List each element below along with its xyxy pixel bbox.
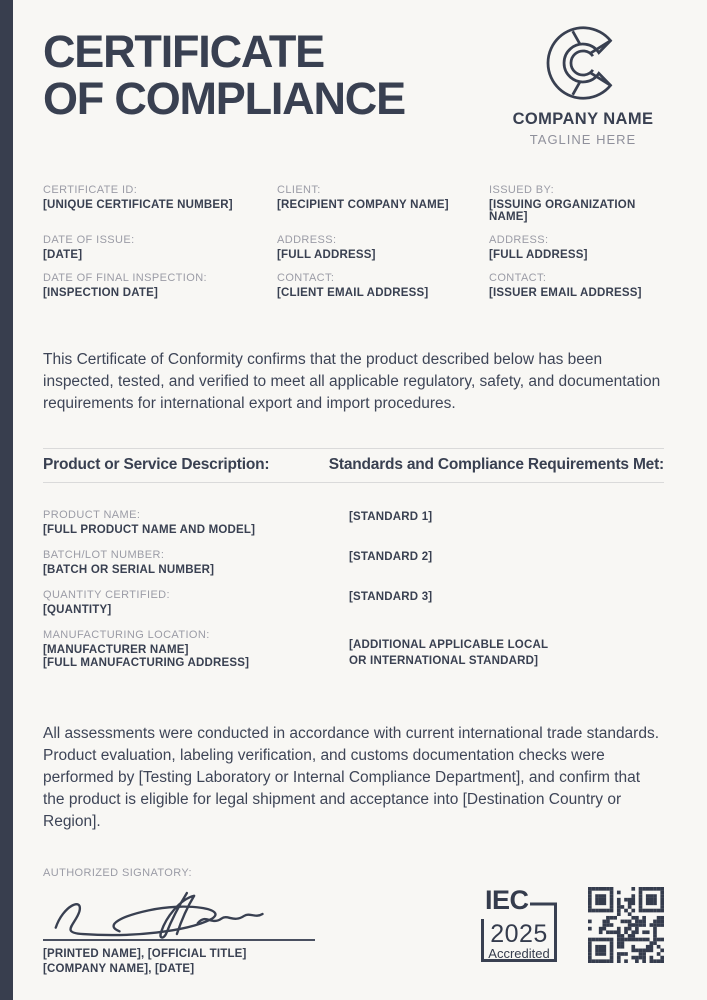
- iec-year-label: 2025: [490, 920, 548, 948]
- left-accent-bar: [0, 0, 13, 1000]
- authorized-signatory-label: AUTHORIZED SIGNATORY:: [43, 867, 192, 879]
- section-headers: [43, 448, 664, 483]
- standard-3: [STANDARD 3]: [349, 591, 433, 603]
- company-tagline: TAGLINE HERE: [529, 132, 637, 147]
- title-line-1: CERTIFICATE: [43, 26, 324, 77]
- stamp-group: [480, 885, 664, 963]
- field-client-address: ADDRESS: [FULL ADDRESS]: [277, 234, 376, 261]
- standards-section-header: Standards and Compliance Requirements Met:: [328, 456, 664, 473]
- field-quantity-certified: QUANTITY CERTIFIED: [QUANTITY]: [43, 589, 170, 616]
- iec-status-label: Accredited: [488, 946, 550, 961]
- handwritten-signature-icon: [43, 883, 298, 945]
- field-client: CLIENT: [RECIPIENT COMPANY NAME]: [277, 184, 449, 211]
- company-name: COMPANY NAME: [512, 110, 654, 128]
- signature-block: [43, 867, 343, 977]
- assessment-paragraph: All assessments were conducted in accordance with current international trade standards. Product evaluation, labeling verification, and customs documentation checks were performed by [Testing Laboratory or Internal Compliance Department], and confirm that the product is eligible for legal shipment and acceptance into [Destination Country or Region].: [43, 725, 660, 830]
- intro-paragraph: This Certificate of Conformity confirms that the product described below has been inspected, tested, and verified to meet all applicable regulatory, safety, and documentation requirements for international export and import procedures.: [43, 351, 661, 412]
- field-client-contact: CONTACT: [CLIENT EMAIL ADDRESS]: [277, 272, 429, 299]
- field-date-of-issue: DATE OF ISSUE: [DATE]: [43, 234, 135, 261]
- standard-additional: [ADDITIONAL APPLICABLE LOCAL OR INTERNATIONAL STANDARD]: [349, 639, 549, 667]
- standard-1: [STANDARD 1]: [349, 511, 433, 523]
- product-section-header: Product or Service Description:: [43, 456, 270, 473]
- brand-block: [502, 20, 664, 147]
- footer: [43, 867, 664, 977]
- page-title: [43, 28, 405, 122]
- field-issued-by: ISSUED BY: [ISSUING ORGANIZATION NAME]: [489, 184, 636, 223]
- iec-org-label: IEC: [485, 885, 529, 915]
- signatory-names: [PRINTED NAME], [OFFICIAL TITLE] [COMPANY NAME], [DATE]: [43, 948, 247, 975]
- standard-2: [STANDARD 2]: [349, 551, 433, 563]
- field-date-final-inspection: DATE OF FINAL INSPECTION: [INSPECTION DATE]: [43, 272, 208, 299]
- field-product-name: PRODUCT NAME: [FULL PRODUCT NAME AND MODEL]: [43, 509, 256, 536]
- field-issuer-address: ADDRESS: [FULL ADDRESS]: [489, 234, 588, 261]
- certificate-meta-grid: [43, 184, 664, 299]
- title-line-2: OF COMPLIANCE: [43, 73, 405, 124]
- product-standards-grid: [43, 509, 664, 669]
- header: [43, 28, 664, 147]
- iec-accreditation-badge: [480, 885, 558, 963]
- field-issuer-contact: CONTACT: [ISSUER EMAIL ADDRESS]: [489, 272, 642, 299]
- field-manufacturing-location: MANUFACTURING LOCATION: [MANUFACTURER NAME] [FULL MANUFACTURING ADDRESS]: [43, 629, 250, 669]
- certificate-page: [43, 0, 664, 977]
- signature-line: [43, 883, 315, 941]
- field-batch-lot-number: BATCH/LOT NUMBER: [BATCH OR SERIAL NUMBER]: [43, 549, 215, 576]
- field-certificate-id: CERTIFICATE ID: [UNIQUE CERTIFICATE NUMBER]: [43, 184, 233, 211]
- c-monogram-logo-icon: [540, 20, 626, 106]
- qr-code-icon: [588, 887, 664, 963]
